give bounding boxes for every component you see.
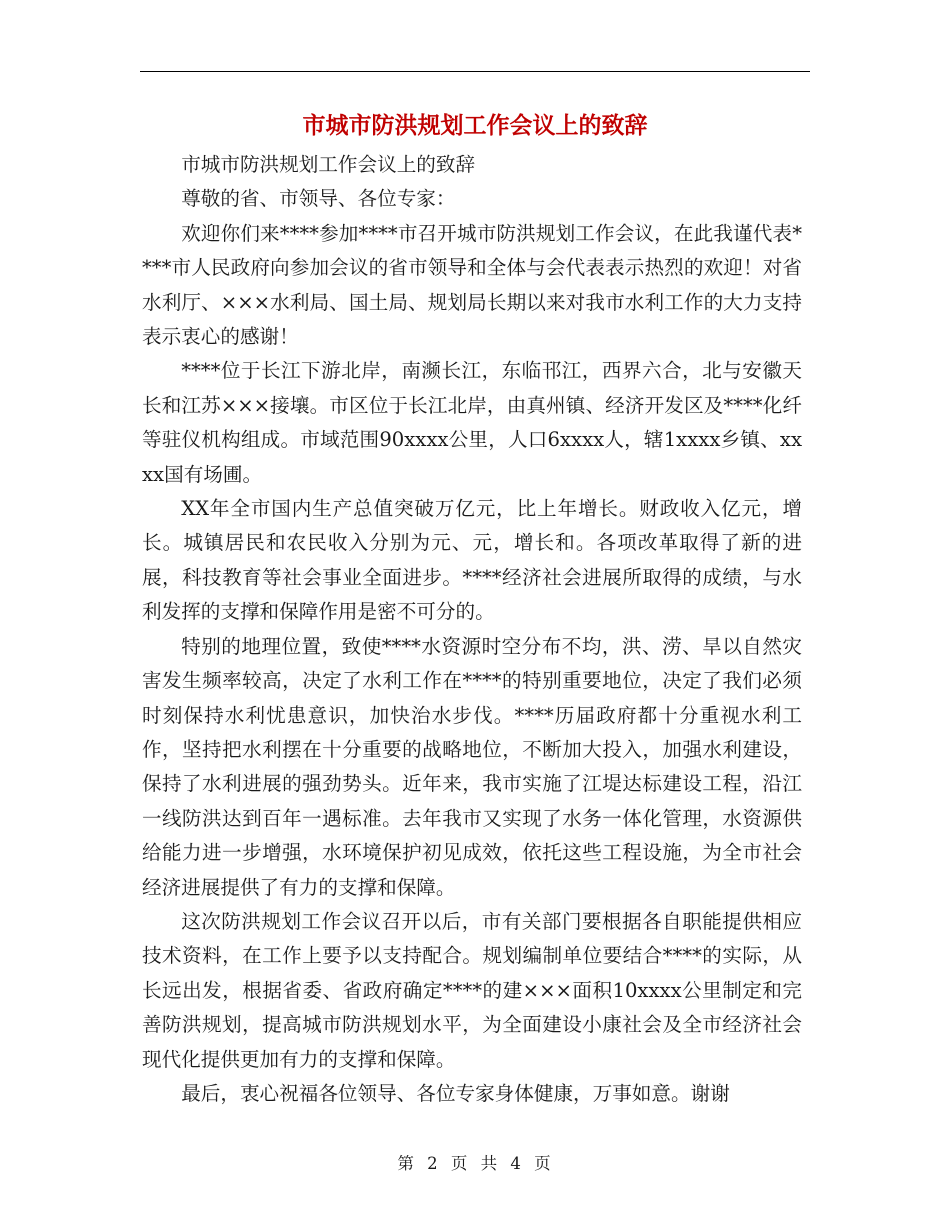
paragraph-welcome: 欢迎你们来****参加****市召开城市防洪规划工作会议，在此我谨代表****市人民政府向参加会议的省市领导和全体与会代表表示热烈的欢迎！对省水利厅、×××水利局、国土局、规划局长期以来对我市水利工作的大力支持表示衷心的感谢！ — [142, 221, 802, 349]
paragraph-salutation: 尊敬的省、市领导、各位专家： — [181, 187, 456, 211]
paragraph-heading: 市城市防洪规划工作会议上的致辞 — [181, 153, 476, 176]
page-number: 第 2 页 共 4 页 — [397, 1154, 553, 1173]
document-title: 市城市防洪规划工作会议上的致辞 — [302, 112, 648, 139]
document-body — [142, 148, 802, 1111]
paragraph-water-conservancy: 特别的地理位置，致使****水资源时空分布不均，洪、涝、旱以自然灾害发生频率较高，决定了水利工作在****的特别重要地位，决定了我们必须时刻保持水利忧患意识，加快治水步伐。****历届政府都十分重视水利工作，坚持把水利摆在十分重要的战略地位，不断加大投入，加强水利建设，保持了水利进展的强劲势头。近年来，我市实施了江堤达标建设工程，沿江一线防洪达到百年一遇标准。去年我市又实现了水务一体化管理，水资源供给能力进一步增强，水环境保护初见成效，依托这些工程设施，为全市社会经济进展提供了有力的支撑和保障。 — [142, 634, 802, 899]
paragraph-location: ****位于长江下游北岸，南濒长江，东临邗江，西界六合，北与安徽天长和江苏×××接壤。市区位于长江北岸，由真州镇、经济开发区及****化纤等驻仪机构组成。市域范围90xxxx公里，人口6xxxx人，辖1xxxx乡镇、xxxx国有场圃。 — [142, 359, 802, 486]
paragraph-closing: 最后，衷心祝福各位领导、各位专家身体健康，万事如意。谢谢 — [181, 1081, 730, 1105]
paragraph-planning: 这次防洪规划工作会议召开以后，市有关部门要根据各自职能提供相应技术资料，在工作上要予以支持配合。规划编制单位要结合****的实际，从长远出发，根据省委、省政府确定****的建×××面积10xxxx公里制定和完善防洪规划，提高城市防洪规划水平，为全面建设小康社会及全市经济社会现代化提供更加有力的支撑和保障。 — [142, 909, 802, 1071]
header-rule — [140, 71, 810, 72]
paragraph-economy: XX年全市国内生产总值突破万亿元，比上年增长。财政收入亿元，增长。城镇居民和农民收入分别为元、元，增长和。各项改革取得了新的进展，科技教育等社会事业全面进步。****经济社会进展所取得的成绩，与水利发挥的支撑和保障作用是密不可分的。 — [142, 497, 802, 624]
